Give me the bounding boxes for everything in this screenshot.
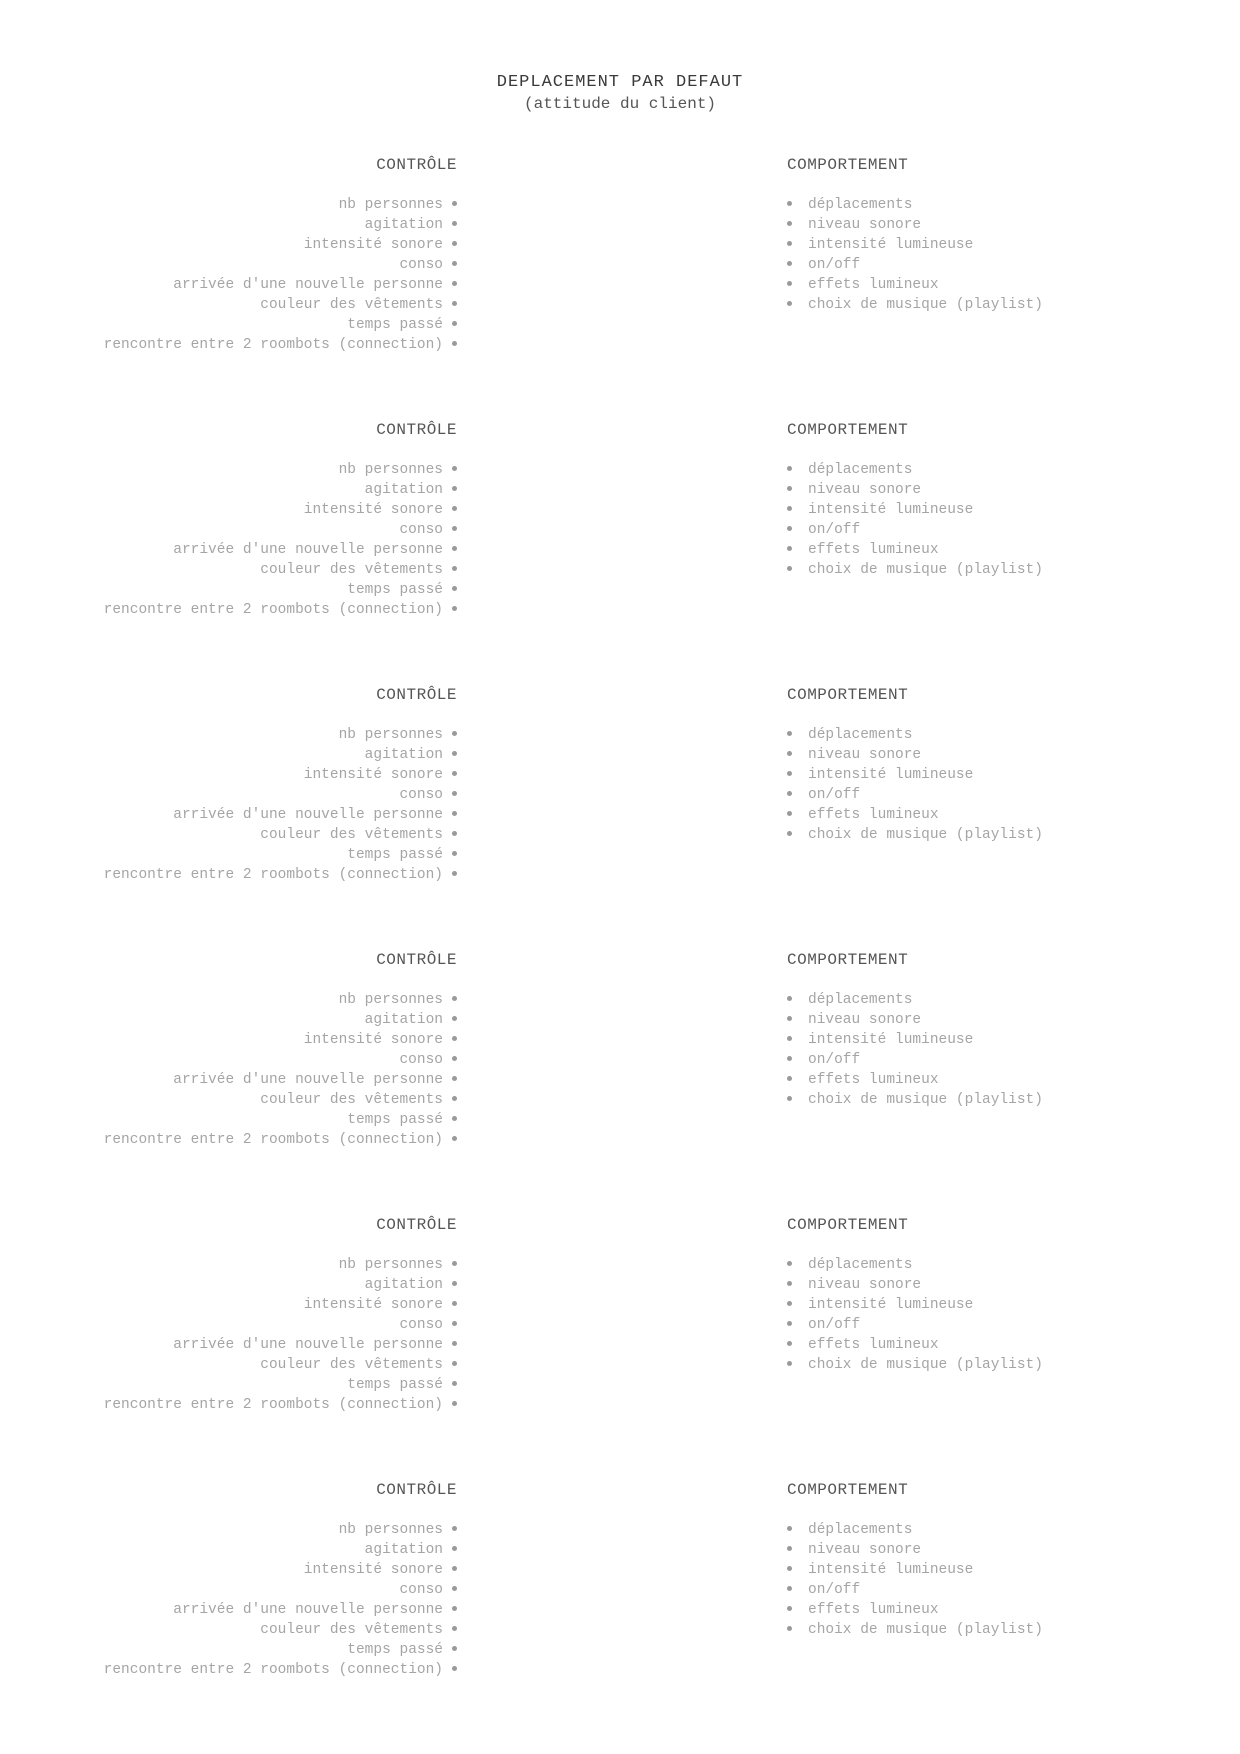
bullet-dot-icon <box>452 506 457 511</box>
comportement-item <box>787 785 1043 805</box>
controle-item <box>104 1620 457 1640</box>
comportement-item-label: déplacements <box>808 462 913 478</box>
controle-item-label: agitation <box>364 482 443 498</box>
comportement-item-label: on/off <box>808 257 861 273</box>
controle-item <box>104 1355 457 1375</box>
bullet-dot-icon <box>787 566 792 571</box>
comportement-item <box>787 1255 1043 1275</box>
comportement-list <box>787 990 1043 1110</box>
bullet-dot-icon <box>787 261 792 266</box>
bullet-dot-icon <box>452 1626 457 1631</box>
bullet-dot-icon <box>452 466 457 471</box>
controle-item-label: conso <box>399 522 443 538</box>
bullet-dot-icon <box>787 1036 792 1041</box>
bullet-dot-icon <box>787 1566 792 1571</box>
bullet-dot-icon <box>787 1301 792 1306</box>
controle-item <box>104 520 457 540</box>
bullet-dot-icon <box>787 1606 792 1611</box>
controle-item <box>104 1520 457 1540</box>
bullet-dot-icon <box>452 1361 457 1366</box>
controle-item-label: agitation <box>364 747 443 763</box>
controle-item-label: couleur des vêtements <box>260 1357 443 1373</box>
controle-item-label: conso <box>399 787 443 803</box>
comportement-item-label: déplacements <box>808 1522 913 1538</box>
bullet-dot-icon <box>787 996 792 1001</box>
bullet-dot-icon <box>452 831 457 836</box>
controle-item-label: arrivée d'une nouvelle personne <box>173 542 443 558</box>
bullet-dot-icon <box>452 751 457 756</box>
comportement-item <box>787 215 1043 235</box>
comportement-item-label: niveau sonore <box>808 217 922 233</box>
controle-item-label: rencontre entre 2 roombots (connection) <box>103 337 443 353</box>
controle-column <box>104 950 457 1150</box>
comportement-item-label: choix de musique (playlist) <box>808 297 1043 313</box>
bullet-dot-icon <box>787 281 792 286</box>
controle-item-label: arrivée d'une nouvelle personne <box>173 807 443 823</box>
controle-heading: CONTRÔLE <box>376 421 457 439</box>
comportement-item-label: intensité lumineuse <box>808 1562 974 1578</box>
comportement-item <box>787 1010 1043 1030</box>
bullet-dot-icon <box>787 1056 792 1061</box>
comportement-item-label: effets lumineux <box>808 277 939 293</box>
controle-item <box>104 1640 457 1660</box>
mapping-section <box>0 1480 1240 1730</box>
controle-item-label: temps passé <box>347 1377 443 1393</box>
comportement-item <box>787 235 1043 255</box>
bullet-dot-icon <box>452 341 457 346</box>
comportement-item-label: choix de musique (playlist) <box>808 1092 1043 1108</box>
controle-item <box>104 460 457 480</box>
comportement-heading: COMPORTEMENT <box>787 156 909 174</box>
comportement-item <box>787 1070 1043 1090</box>
bullet-dot-icon <box>452 731 457 736</box>
controle-item <box>104 1395 457 1415</box>
controle-heading: CONTRÔLE <box>376 686 457 704</box>
comportement-item-label: intensité lumineuse <box>808 767 974 783</box>
controle-item-label: temps passé <box>347 1642 443 1658</box>
controle-item-label: intensité sonore <box>303 1562 443 1578</box>
bullet-dot-icon <box>452 1321 457 1326</box>
bullet-dot-icon <box>787 751 792 756</box>
controle-list <box>104 990 457 1150</box>
comportement-item-label: niveau sonore <box>808 1012 922 1028</box>
controle-item <box>104 480 457 500</box>
bullet-dot-icon <box>452 1136 457 1141</box>
comportement-item-label: choix de musique (playlist) <box>808 827 1043 843</box>
bullet-dot-icon <box>787 771 792 776</box>
controle-item-label: arrivée d'une nouvelle personne <box>173 277 443 293</box>
comportement-item-label: on/off <box>808 1317 861 1333</box>
controle-item-label: conso <box>399 1052 443 1068</box>
controle-item-label: agitation <box>364 1277 443 1293</box>
controle-item-label: couleur des vêtements <box>260 1092 443 1108</box>
controle-item <box>104 765 457 785</box>
comportement-column <box>787 685 1043 845</box>
comportement-item-label: effets lumineux <box>808 807 939 823</box>
bullet-dot-icon <box>787 526 792 531</box>
mapping-section <box>0 1215 1240 1465</box>
bullet-dot-icon <box>787 1586 792 1591</box>
controle-item-label: intensité sonore <box>303 237 443 253</box>
controle-item <box>104 1580 457 1600</box>
bullet-dot-icon <box>452 1586 457 1591</box>
bullet-dot-icon <box>452 1546 457 1551</box>
comportement-item-label: niveau sonore <box>808 747 922 763</box>
controle-item <box>104 1010 457 1030</box>
comportement-item <box>787 520 1043 540</box>
bullet-dot-icon <box>787 1281 792 1286</box>
controle-item-label: agitation <box>364 1542 443 1558</box>
comportement-column <box>787 1480 1043 1640</box>
controle-item <box>104 1540 457 1560</box>
bullet-dot-icon <box>787 546 792 551</box>
controle-item <box>104 1335 457 1355</box>
bullet-dot-icon <box>787 1361 792 1366</box>
bullet-dot-icon <box>452 851 457 856</box>
comportement-item <box>787 1355 1043 1375</box>
bullet-dot-icon <box>787 486 792 491</box>
controle-item-label: arrivée d'une nouvelle personne <box>173 1602 443 1618</box>
comportement-item <box>787 1540 1043 1560</box>
controle-item-label: temps passé <box>347 317 443 333</box>
comportement-item <box>787 500 1043 520</box>
bullet-dot-icon <box>787 201 792 206</box>
controle-list <box>104 1255 457 1415</box>
comportement-list <box>787 1520 1043 1640</box>
controle-item <box>104 825 457 845</box>
comportement-item <box>787 1030 1043 1050</box>
bullet-dot-icon <box>452 1096 457 1101</box>
bullet-dot-icon <box>787 811 792 816</box>
comportement-column <box>787 155 1043 315</box>
bullet-dot-icon <box>787 831 792 836</box>
bullet-dot-icon <box>787 1626 792 1631</box>
comportement-item-label: on/off <box>808 1052 861 1068</box>
controle-heading: CONTRÔLE <box>376 1481 457 1499</box>
controle-item <box>104 315 457 335</box>
comportement-heading: COMPORTEMENT <box>787 686 909 704</box>
controle-item-label: couleur des vêtements <box>260 562 443 578</box>
bullet-dot-icon <box>787 1341 792 1346</box>
comportement-item <box>787 1560 1043 1580</box>
controle-item <box>104 785 457 805</box>
comportement-item-label: effets lumineux <box>808 1337 939 1353</box>
bullet-dot-icon <box>452 1666 457 1671</box>
controle-list <box>104 195 457 355</box>
controle-item <box>104 1090 457 1110</box>
comportement-column <box>787 1215 1043 1375</box>
controle-item-label: nb personnes <box>338 462 443 478</box>
comportement-item-label: on/off <box>808 787 861 803</box>
comportement-item-label: effets lumineux <box>808 542 939 558</box>
comportement-item-label: effets lumineux <box>808 1072 939 1088</box>
controle-item <box>104 1030 457 1050</box>
controle-item <box>104 255 457 275</box>
controle-item <box>104 1295 457 1315</box>
comportement-item <box>787 460 1043 480</box>
bullet-dot-icon <box>787 1096 792 1101</box>
comportement-item-label: niveau sonore <box>808 1542 922 1558</box>
comportement-item <box>787 255 1043 275</box>
bullet-dot-icon <box>452 221 457 226</box>
comportement-item <box>787 275 1043 295</box>
controle-item <box>104 275 457 295</box>
controle-item <box>104 580 457 600</box>
bullet-dot-icon <box>452 1526 457 1531</box>
comportement-item <box>787 480 1043 500</box>
comportement-item <box>787 540 1043 560</box>
bullet-dot-icon <box>452 321 457 326</box>
bullet-dot-icon <box>452 486 457 491</box>
controle-item-label: nb personnes <box>338 1257 443 1273</box>
comportement-item-label: déplacements <box>808 1257 913 1273</box>
bullet-dot-icon <box>787 791 792 796</box>
bullet-dot-icon <box>452 791 457 796</box>
controle-item <box>104 235 457 255</box>
page-subtitle: (attitude du client) <box>523 95 717 113</box>
bullet-dot-icon <box>452 811 457 816</box>
controle-column <box>104 420 457 620</box>
bullet-dot-icon <box>787 1016 792 1021</box>
controle-item-label: nb personnes <box>338 197 443 213</box>
bullet-dot-icon <box>452 586 457 591</box>
comportement-column <box>787 950 1043 1110</box>
controle-item <box>104 1050 457 1070</box>
controle-item <box>104 845 457 865</box>
controle-item <box>104 1110 457 1130</box>
controle-item-label: conso <box>399 257 443 273</box>
controle-item-label: nb personnes <box>338 1522 443 1538</box>
bullet-dot-icon <box>787 506 792 511</box>
bullet-dot-icon <box>452 261 457 266</box>
bullet-dot-icon <box>787 301 792 306</box>
bullet-dot-icon <box>452 871 457 876</box>
controle-column <box>104 155 457 355</box>
bullet-dot-icon <box>452 1566 457 1571</box>
page-title: DEPLACEMENT PAR DEFAUT <box>496 73 744 92</box>
controle-item <box>104 865 457 885</box>
comportement-list <box>787 195 1043 315</box>
comportement-item-label: choix de musique (playlist) <box>808 562 1043 578</box>
controle-item-label: nb personnes <box>338 992 443 1008</box>
comportement-item <box>787 195 1043 215</box>
bullet-dot-icon <box>452 1036 457 1041</box>
comportement-item <box>787 825 1043 845</box>
comportement-list <box>787 1255 1043 1375</box>
controle-heading: CONTRÔLE <box>376 156 457 174</box>
bullet-dot-icon <box>787 1261 792 1266</box>
controle-item-label: intensité sonore <box>303 502 443 518</box>
comportement-item <box>787 1050 1043 1070</box>
controle-item-label: agitation <box>364 1012 443 1028</box>
comportement-list <box>787 725 1043 845</box>
controle-item-label: couleur des vêtements <box>260 1622 443 1638</box>
bullet-dot-icon <box>787 1076 792 1081</box>
comportement-item-label: choix de musique (playlist) <box>808 1622 1043 1638</box>
comportement-list <box>787 460 1043 580</box>
comportement-item <box>787 1275 1043 1295</box>
bullet-dot-icon <box>787 731 792 736</box>
controle-column <box>104 1480 457 1680</box>
controle-item-label: temps passé <box>347 582 443 598</box>
controle-column <box>104 685 457 885</box>
controle-item-label: rencontre entre 2 roombots (connection) <box>103 602 443 618</box>
bullet-dot-icon <box>452 281 457 286</box>
bullet-dot-icon <box>452 606 457 611</box>
controle-item <box>104 195 457 215</box>
controle-list <box>104 460 457 620</box>
comportement-item-label: on/off <box>808 1582 861 1598</box>
controle-item <box>104 1560 457 1580</box>
comportement-item-label: on/off <box>808 522 861 538</box>
mapping-section <box>0 155 1240 405</box>
comportement-item <box>787 765 1043 785</box>
comportement-item <box>787 1295 1043 1315</box>
comportement-item-label: déplacements <box>808 197 913 213</box>
controle-item-label: rencontre entre 2 roombots (connection) <box>103 1132 443 1148</box>
bullet-dot-icon <box>452 201 457 206</box>
controle-item <box>104 725 457 745</box>
controle-item-label: couleur des vêtements <box>260 827 443 843</box>
controle-item <box>104 500 457 520</box>
comportement-item-label: déplacements <box>808 992 913 1008</box>
comportement-item <box>787 990 1043 1010</box>
mapping-section <box>0 685 1240 935</box>
comportement-item-label: déplacements <box>808 727 913 743</box>
controle-item <box>104 805 457 825</box>
comportement-heading: COMPORTEMENT <box>787 1481 909 1499</box>
controle-list <box>104 725 457 885</box>
comportement-item-label: niveau sonore <box>808 1277 922 1293</box>
comportement-item <box>787 1520 1043 1540</box>
controle-item <box>104 540 457 560</box>
controle-item-label: intensité sonore <box>303 1032 443 1048</box>
comportement-item <box>787 1315 1043 1335</box>
bullet-dot-icon <box>452 526 457 531</box>
controle-item <box>104 1070 457 1090</box>
bullet-dot-icon <box>452 1076 457 1081</box>
controle-heading: CONTRÔLE <box>376 1216 457 1234</box>
controle-item-label: rencontre entre 2 roombots (connection) <box>103 1397 443 1413</box>
controle-column <box>104 1215 457 1415</box>
controle-item-label: temps passé <box>347 847 443 863</box>
comportement-heading: COMPORTEMENT <box>787 951 909 969</box>
comportement-item-label: intensité lumineuse <box>808 237 974 253</box>
bullet-dot-icon <box>787 1546 792 1551</box>
comportement-column <box>787 420 1043 580</box>
bullet-dot-icon <box>452 546 457 551</box>
bullet-dot-icon <box>452 1341 457 1346</box>
controle-item-label: arrivée d'une nouvelle personne <box>173 1337 443 1353</box>
controle-item <box>104 1600 457 1620</box>
bullet-dot-icon <box>452 1606 457 1611</box>
bullet-dot-icon <box>787 466 792 471</box>
comportement-item <box>787 295 1043 315</box>
bullet-dot-icon <box>452 566 457 571</box>
bullet-dot-icon <box>452 996 457 1001</box>
bullet-dot-icon <box>452 1381 457 1386</box>
bullet-dot-icon <box>452 771 457 776</box>
comportement-item <box>787 725 1043 745</box>
comportement-item <box>787 1580 1043 1600</box>
bullet-dot-icon <box>452 1301 457 1306</box>
controle-item <box>104 990 457 1010</box>
bullet-dot-icon <box>452 1261 457 1266</box>
mapping-section <box>0 950 1240 1200</box>
bullet-dot-icon <box>452 241 457 246</box>
controle-item-label: conso <box>399 1317 443 1333</box>
bullet-dot-icon <box>452 1056 457 1061</box>
controle-item <box>104 1255 457 1275</box>
bullet-dot-icon <box>787 1321 792 1326</box>
comportement-item <box>787 1090 1043 1110</box>
controle-item <box>104 215 457 235</box>
comportement-item <box>787 1620 1043 1640</box>
comportement-item <box>787 1335 1043 1355</box>
controle-item-label: temps passé <box>347 1112 443 1128</box>
comportement-item-label: choix de musique (playlist) <box>808 1357 1043 1373</box>
comportement-item <box>787 745 1043 765</box>
comportement-item-label: intensité lumineuse <box>808 1032 974 1048</box>
controle-item <box>104 1660 457 1680</box>
bullet-dot-icon <box>787 241 792 246</box>
controle-item <box>104 1315 457 1335</box>
controle-list <box>104 1520 457 1680</box>
controle-item <box>104 1275 457 1295</box>
controle-item <box>104 1375 457 1395</box>
bullet-dot-icon <box>787 221 792 226</box>
controle-item-label: intensité sonore <box>303 1297 443 1313</box>
controle-item-label: rencontre entre 2 roombots (connection) <box>103 1662 443 1678</box>
bullet-dot-icon <box>452 1116 457 1121</box>
bullet-dot-icon <box>452 301 457 306</box>
bullet-dot-icon <box>787 1526 792 1531</box>
comportement-heading: COMPORTEMENT <box>787 1216 909 1234</box>
controle-item-label: agitation <box>364 217 443 233</box>
controle-item-label: intensité sonore <box>303 767 443 783</box>
controle-heading: CONTRÔLE <box>376 951 457 969</box>
mapping-section <box>0 420 1240 670</box>
comportement-item-label: niveau sonore <box>808 482 922 498</box>
controle-item <box>104 745 457 765</box>
comportement-item-label: intensité lumineuse <box>808 502 974 518</box>
controle-item-label: couleur des vêtements <box>260 297 443 313</box>
bullet-dot-icon <box>452 1281 457 1286</box>
comportement-item-label: effets lumineux <box>808 1602 939 1618</box>
controle-item <box>104 1130 457 1150</box>
controle-item <box>104 600 457 620</box>
bullet-dot-icon <box>452 1401 457 1406</box>
controle-item <box>104 295 457 315</box>
page-header <box>0 72 1240 114</box>
controle-item-label: nb personnes <box>338 727 443 743</box>
bullet-dot-icon <box>452 1646 457 1651</box>
controle-item-label: arrivée d'une nouvelle personne <box>173 1072 443 1088</box>
controle-item-label: rencontre entre 2 roombots (connection) <box>103 867 443 883</box>
controle-item <box>104 335 457 355</box>
bullet-dot-icon <box>452 1016 457 1021</box>
controle-item-label: conso <box>399 1582 443 1598</box>
comportement-item-label: intensité lumineuse <box>808 1297 974 1313</box>
comportement-item <box>787 805 1043 825</box>
comportement-item <box>787 560 1043 580</box>
controle-item <box>104 560 457 580</box>
comportement-heading: COMPORTEMENT <box>787 421 909 439</box>
comportement-item <box>787 1600 1043 1620</box>
